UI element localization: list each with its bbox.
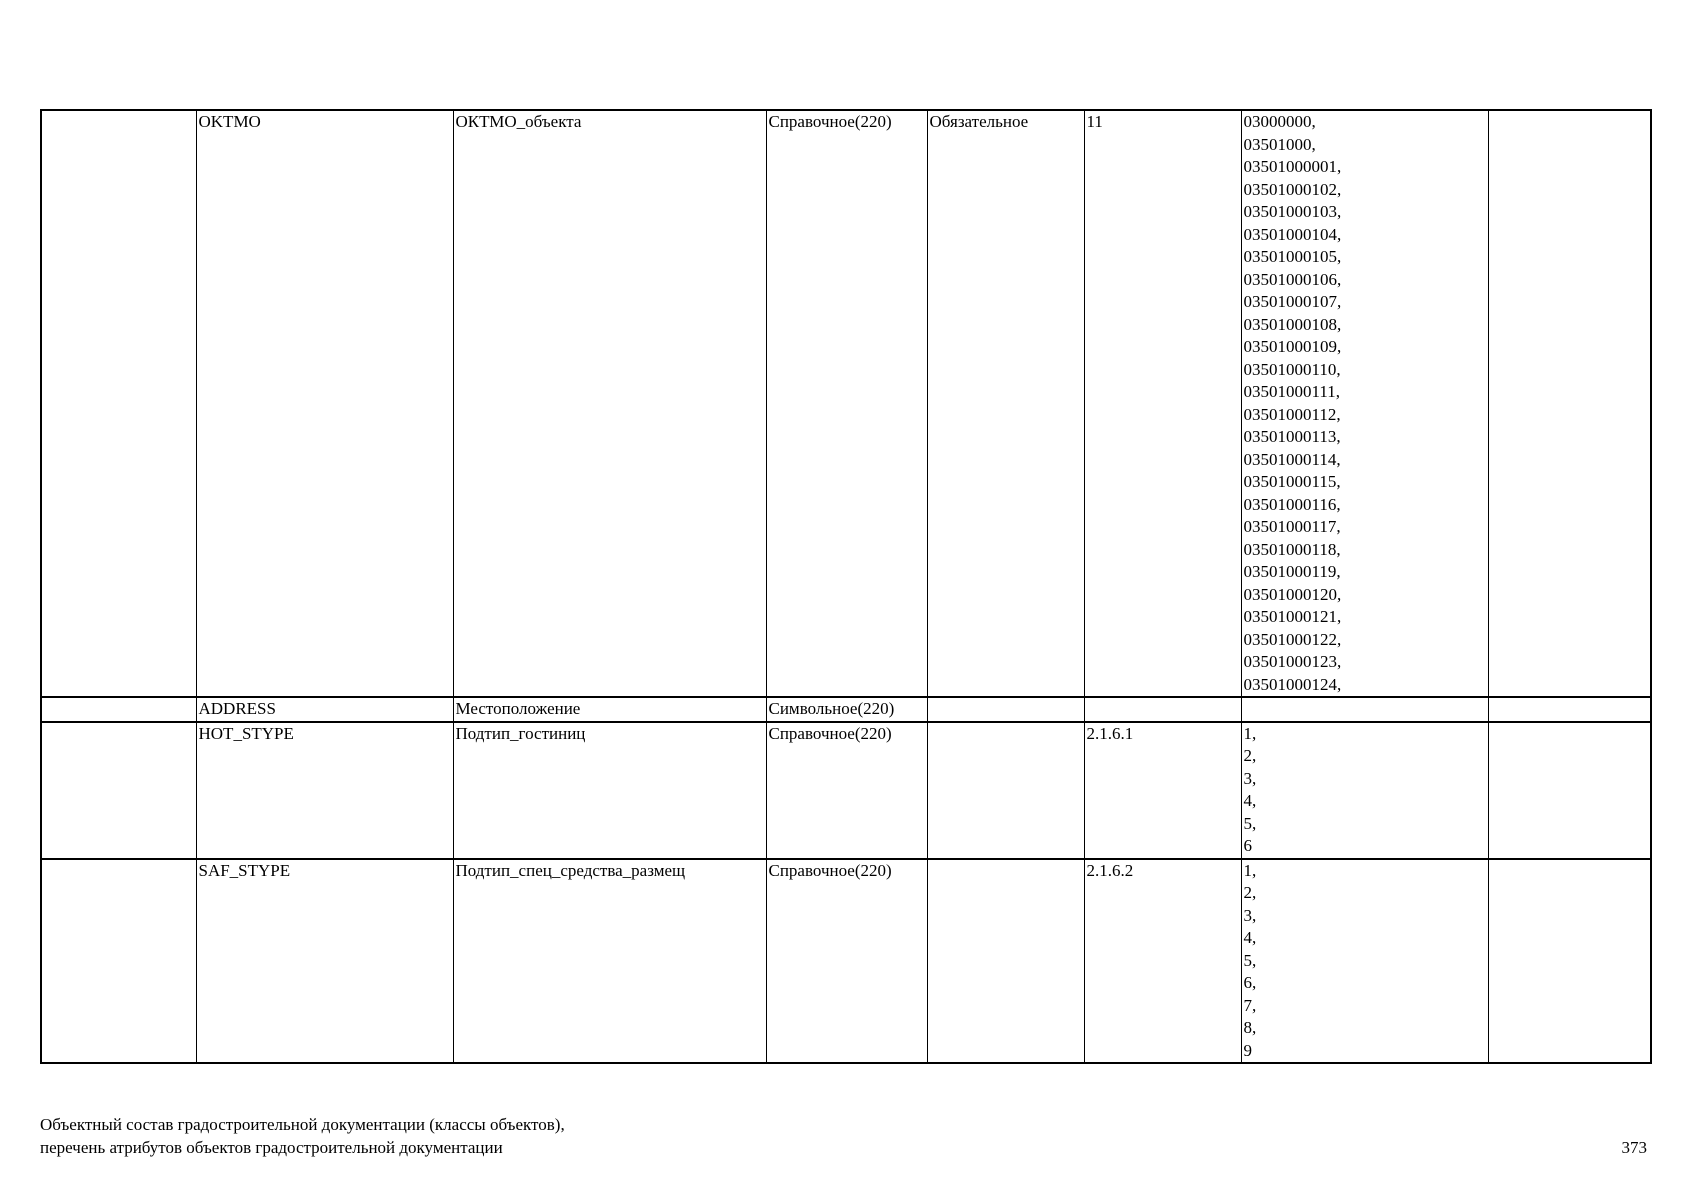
attribute-note (1488, 859, 1651, 1064)
value-item: 03501000116, (1243, 494, 1341, 514)
attribute-code: ADDRESS (196, 697, 453, 722)
attribute-name: Местоположение (453, 697, 766, 722)
value-item: 03501000103, (1243, 202, 1342, 221)
value-item: 2, (1243, 746, 1257, 765)
table-row (41, 859, 1651, 1064)
attribute-name: Подтип_гостиниц (453, 722, 766, 859)
value-item: 03501000113, (1243, 427, 1341, 446)
value-item: 6 (1243, 836, 1252, 855)
attribute-type: Символьное(220) (766, 697, 927, 722)
value-item: 1, (1243, 723, 1257, 743)
attribute-note (1488, 697, 1651, 722)
attribute-code: HOT_STYPE (196, 722, 453, 859)
value-item: 4, (1243, 928, 1257, 947)
value-item: 03501000123, (1243, 652, 1342, 671)
value-item: 03501000104, (1243, 224, 1342, 244)
value-item: 9 (1243, 1040, 1252, 1060)
value-item: 03501000111, (1243, 382, 1340, 401)
value-item: 6, (1243, 973, 1257, 992)
value-item: 03501000120, (1243, 584, 1342, 604)
attribute-reference: 11 (1084, 110, 1241, 697)
table-row (41, 697, 1651, 722)
value-item: 03501000119, (1243, 562, 1341, 581)
value-item: 03501000107, (1243, 292, 1342, 311)
attribute-name: Подтип_спец_средства_размещ (453, 859, 766, 1064)
attribute-code: OKTMO (196, 110, 453, 697)
attribute-values (1241, 722, 1488, 859)
value-item: 03000000, (1243, 112, 1316, 131)
value-item: 03501000106, (1243, 269, 1342, 289)
attribute-reference (1084, 697, 1241, 722)
footer-line-2: перечень атрибутов объектов градостроительной документации (40, 1138, 503, 1157)
attribute-required (927, 722, 1084, 859)
attribute-note (1488, 722, 1651, 859)
value-item: 03501000117, (1243, 517, 1341, 536)
value-item: 03501000114, (1243, 449, 1341, 469)
attribute-required (927, 697, 1084, 722)
attribute-note (1488, 110, 1651, 697)
value-item: 03501000110, (1243, 359, 1341, 379)
value-item: 3, (1243, 905, 1257, 925)
attribute-required: Обязательное (927, 110, 1084, 697)
value-item: 03501000122, (1243, 629, 1342, 649)
value-item: 5, (1243, 950, 1257, 970)
footer-line-1: Объектный состав градостроительной документации (классы объектов), (40, 1115, 565, 1134)
table-body (41, 110, 1651, 1063)
attribute-values (1241, 110, 1488, 697)
attribute-reference: 2.1.6.2 (1084, 859, 1241, 1064)
value-item: 03501000102, (1243, 179, 1342, 199)
value-item: 8, (1243, 1018, 1257, 1037)
value-item: 03501000001, (1243, 157, 1342, 176)
attribute-type: Справочное(220) (766, 110, 927, 697)
value-item: 03501000108, (1243, 314, 1342, 334)
value-item: 1, (1243, 860, 1257, 880)
attribute-required (927, 859, 1084, 1064)
value-item: 03501000112, (1243, 404, 1341, 424)
value-item: 4, (1243, 791, 1257, 810)
row-first-cell (41, 859, 196, 1064)
row-first-cell (41, 722, 196, 859)
attribute-type: Справочное(220) (766, 722, 927, 859)
value-item: 03501000121, (1243, 607, 1342, 626)
attribute-code: SAF_STYPE (196, 859, 453, 1064)
value-item: 7, (1243, 995, 1257, 1015)
table-row (41, 722, 1651, 859)
footer (40, 1113, 565, 1159)
attribute-name: ОКТМО_объекта (453, 110, 766, 697)
page-number: 373 (1621, 1138, 1647, 1157)
attribute-values (1241, 859, 1488, 1064)
value-item: 5, (1243, 813, 1257, 833)
value-item: 03501000115, (1243, 472, 1341, 491)
attributes-table (40, 109, 1652, 1064)
attribute-type: Справочное(220) (766, 859, 927, 1064)
value-item: 03501000105, (1243, 247, 1342, 266)
attribute-reference: 2.1.6.1 (1084, 722, 1241, 859)
value-item: 03501000118, (1243, 539, 1341, 559)
value-item: 3, (1243, 768, 1257, 788)
value-item: 2, (1243, 883, 1257, 902)
row-first-cell (41, 697, 196, 722)
value-item: 03501000109, (1243, 337, 1342, 356)
table-row (41, 110, 1651, 697)
row-first-cell (41, 110, 196, 697)
value-item: 03501000124, (1243, 674, 1342, 694)
value-item: 03501000, (1243, 134, 1316, 154)
attribute-values (1241, 697, 1488, 722)
